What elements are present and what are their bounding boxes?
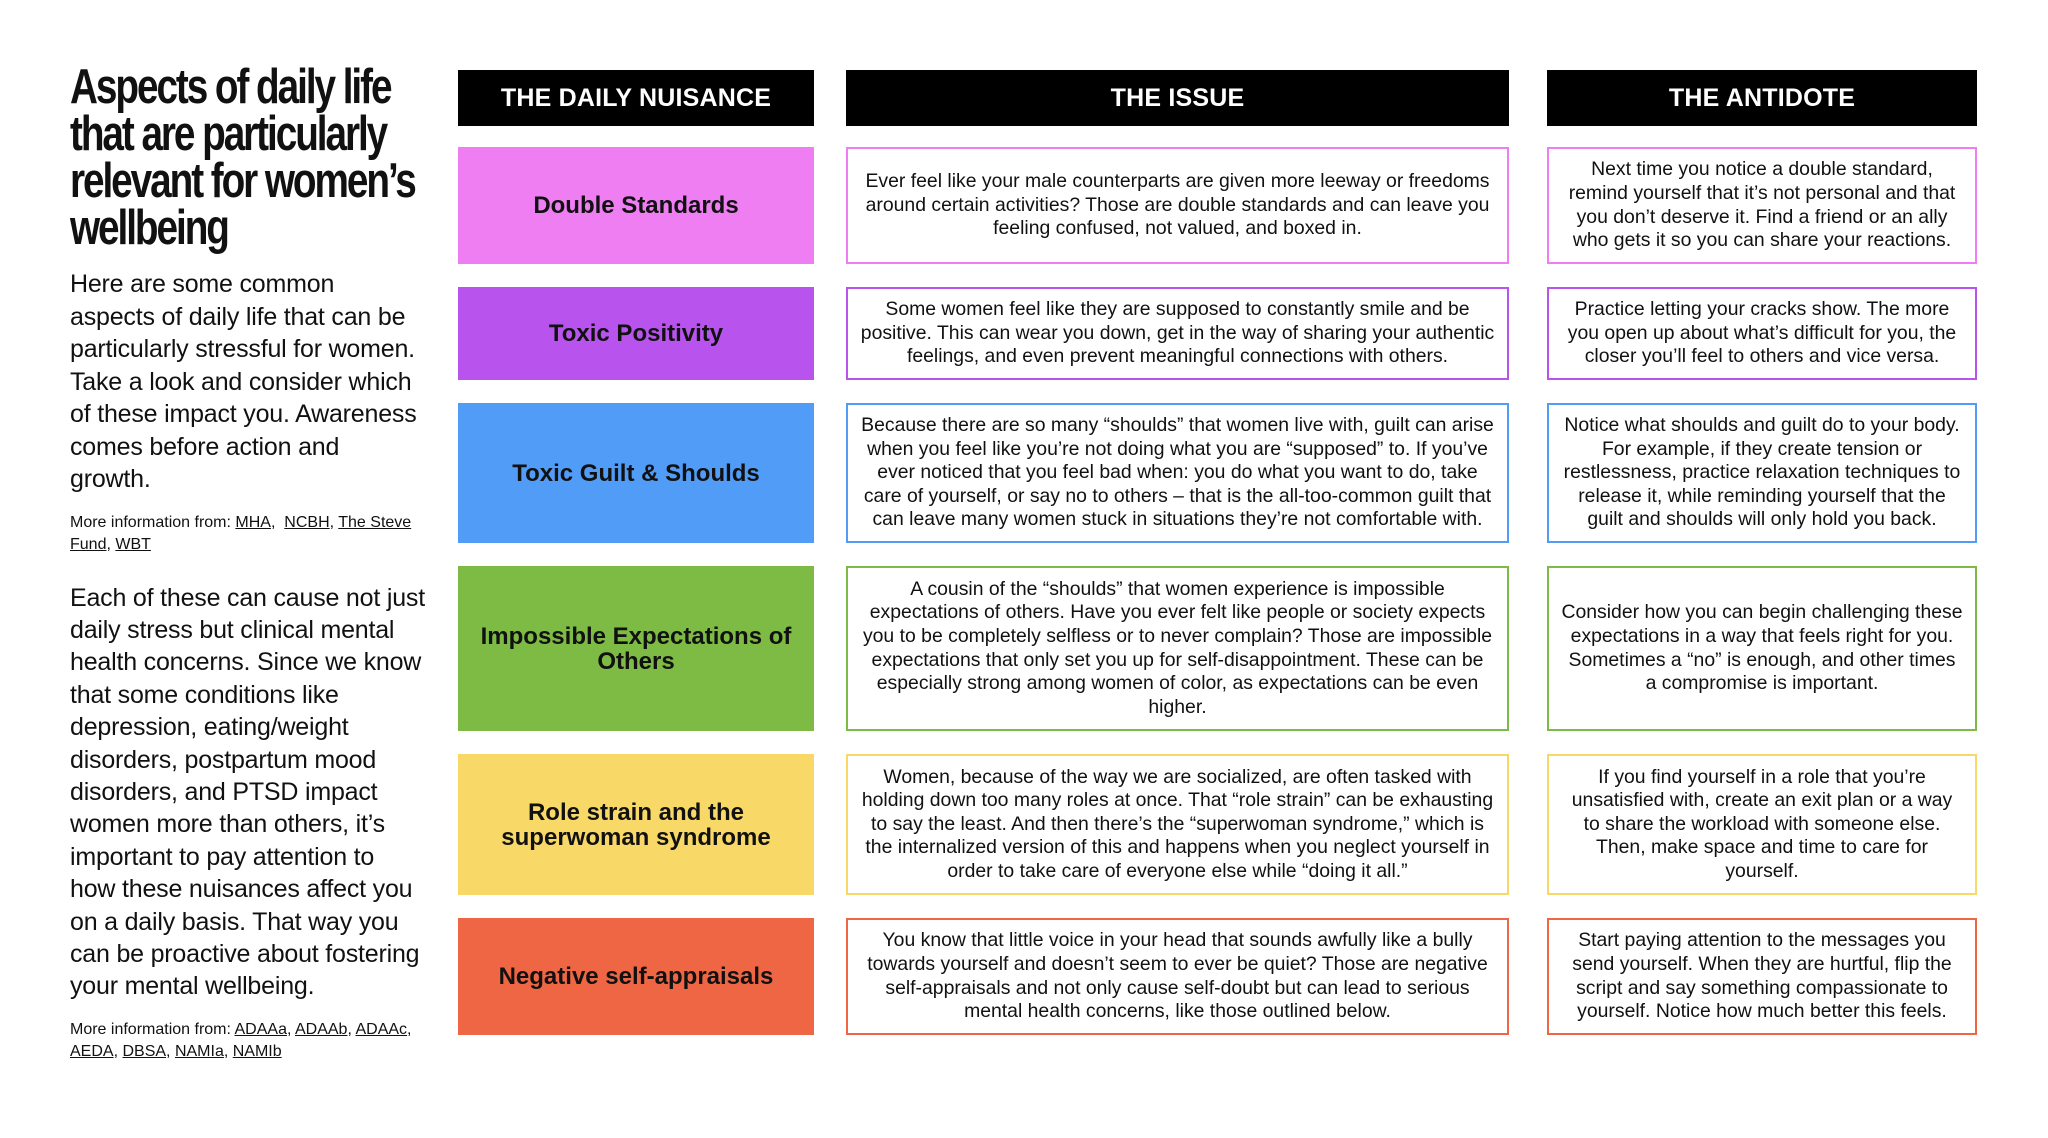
- issue-cell: Women, because of the way we are socialized, are often tasked with holding down too many roles at once. That “role strain” can be exhausting to say the least. And then there’s the “superwoman syndrome,” which is the internalized version of this and happens when you neglect yourself in order to take care of everyone else while “doing it all.”: [846, 754, 1509, 895]
- row-toxic-positivity: [458, 287, 1977, 380]
- header-antidote: THE ANTIDOTE: [1547, 70, 1977, 126]
- source-link-namib[interactable]: NAMIb: [232, 1042, 282, 1060]
- nuisance-cell: Impossible Expectations of Others: [458, 566, 814, 731]
- sources-line-2: More information from: ADAAa, ADAAb, ADAAc, AEDA, DBSA, NAMIa, NAMIb: [70, 1020, 412, 1060]
- source-link-steve-fund[interactable]: The Steve Fund: [70, 513, 412, 553]
- source-link-adaab[interactable]: ADAAb: [294, 1020, 348, 1038]
- antidote-cell: Practice letting your cracks show. The more you open up about what’s difficult for you, the closer you’ll feel to others and vice versa.: [1547, 287, 1977, 380]
- source-link-ncbh[interactable]: NCBH: [284, 513, 330, 531]
- antidote-cell: If you find yourself in a role that you’re unsatisfied with, create an exit plan or a way to share the workload with someone else. Then, make space and time to care for yourself.: [1547, 754, 1977, 895]
- source-link-mha[interactable]: MHA: [235, 513, 271, 531]
- nuisance-cell: Negative self-appraisals: [458, 918, 814, 1035]
- source-link-wbt[interactable]: WBT: [115, 535, 151, 553]
- intro-paragraph: Here are some common aspects of daily life that can be particularly stressful for women. Take a look and consider which of these impact you. Awareness comes before action and growth.: [70, 270, 417, 493]
- antidote-cell: Notice what shoulds and guilt do to your body. For example, if they create tension or restlessness, practice relaxation techniques to release it, while reminding yourself that the guilt and shoulds will only hold you back.: [1547, 403, 1977, 543]
- antidote-cell: Next time you notice a double standard, remind yourself that it’s not personal and that you don’t deserve it. Find a friend or an ally who gets it so you can share your reactions.: [1547, 147, 1977, 264]
- source-link-adaac[interactable]: ADAAc: [355, 1020, 408, 1038]
- nuisance-cell: Toxic Guilt & Shoulds: [458, 403, 814, 543]
- source-link-namia[interactable]: NAMIa: [174, 1042, 224, 1060]
- nuisance-cell: Toxic Positivity: [458, 287, 814, 380]
- page-title: Aspects of daily life that are particularly relevant for women’s wellbeing: [70, 60, 415, 255]
- header-daily-nuisance: THE DAILY NUISANCE: [458, 70, 814, 126]
- sources-label: More information from:: [70, 1020, 231, 1038]
- nuisance-cell: Role strain and the superwoman syndrome: [458, 754, 814, 895]
- issue-cell: Because there are so many “shoulds” that women live with, guilt can arise when you feel like you’re not doing what you are “supposed” to. If you’ve ever noticed that you feel bad when: you do what you want to do, take care of yourself, or say no to others – that is the all-too-common guilt that can leave many women stuck in situations they’re not comfortable with.: [846, 403, 1509, 543]
- source-link-adaaa[interactable]: ADAAa: [234, 1020, 287, 1038]
- row-double-standards: [458, 147, 1977, 264]
- sources-line-1: More information from: MHA, NCBH, The Steve Fund, WBT: [70, 513, 412, 553]
- row-impossible-expectations: [458, 566, 1977, 731]
- issue-cell: You know that little voice in your head that sounds awfully like a bully towards yourself and doesn’t seem to ever be quiet? Those are negative self-appraisals and not only cause self-doubt but can lead to serious mental health concerns, like those outlined below.: [846, 918, 1509, 1035]
- antidote-cell: Start paying attention to the messages you send yourself. When they are hurtful, flip the script and say something compassionate to yourself. Notice how much better this feels.: [1547, 918, 1977, 1035]
- issue-cell: Some women feel like they are supposed to constantly smile and be positive. This can wear you down, get in the way of sharing your authentic feelings, and even prevent meaningful connections with others.: [846, 287, 1509, 380]
- issue-cell: A cousin of the “shoulds” that women experience is impossible expectations of others. Have you ever felt like people or society expects you to be completely selfless or to never complain? Those are impossible expectations that only set you up for self-disappointment. These can be especially strong among women of color, as expectations can be even higher.: [846, 566, 1509, 731]
- body-paragraph: Each of these can cause not just daily stress but clinical mental health concerns. Since we know that some conditions like depression, eating/weight disorders, postpartum mood disorders, and PTSD impact women more than others, it’s important to pay attention to how these nuisances affect you on a daily basis. That way you can be proactive about fostering your mental wellbeing.: [70, 583, 425, 1001]
- row-negative-self-appraisals: [458, 918, 1977, 1035]
- source-link-aeda[interactable]: AEDA: [70, 1042, 114, 1060]
- sidebar: [70, 60, 425, 1063]
- source-link-dbsa[interactable]: DBSA: [122, 1042, 167, 1060]
- row-toxic-guilt-shoulds: [458, 403, 1977, 543]
- sources-label: More information from:: [70, 513, 231, 531]
- nuisance-cell: Double Standards: [458, 147, 814, 264]
- header-issue: THE ISSUE: [846, 70, 1509, 126]
- antidote-cell: Consider how you can begin challenging these expectations in a way that feels right for you. Sometimes a “no” is enough, and other times a compromise is important.: [1547, 566, 1977, 731]
- issue-cell: Ever feel like your male counterparts are given more leeway or freedoms around certain activities? Those are double standards and can leave you feeling confused, not valued, and boxed in.: [846, 147, 1509, 264]
- row-role-strain: [458, 754, 1977, 895]
